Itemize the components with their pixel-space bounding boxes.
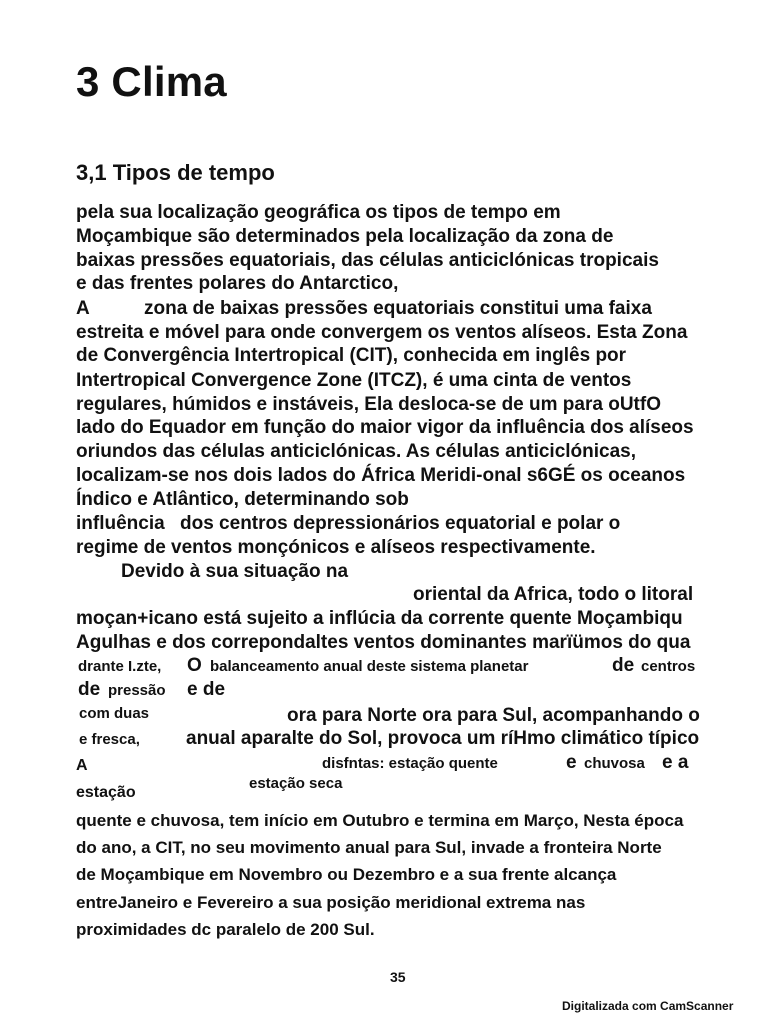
- chapter-title: 3 Clima: [76, 58, 227, 105]
- text-line: entreJaneiro e Fevereiro a sua posição meridional extrema nas: [76, 893, 586, 912]
- text-line: estação seca: [249, 775, 343, 792]
- text-line: localizam-se nos dois lados do África Meridi-onal s6GÉ os oceanos: [76, 465, 686, 486]
- text-line: Moçambique são determinados pela localização da zona de: [76, 226, 614, 247]
- text-line: A: [76, 298, 90, 319]
- text-line: zona de baixas pressões equatoriais constitui uma faixa: [144, 298, 652, 319]
- text-line: A: [76, 757, 88, 774]
- text-line: de Moçambique em Novembro ou Dezembro e a sua frente alcança: [76, 865, 617, 884]
- text-line: moçan+icano está sujeito a inflúcia da corrente quente Moçambiqu: [76, 608, 683, 629]
- text-line: lado do Equador em função do maior vigor da influência dos alíseos: [76, 417, 694, 438]
- text-line: Devido à sua situação na: [121, 561, 349, 582]
- text-line: centros: [641, 658, 696, 675]
- text-line: Agulhas e dos correpondaltes ventos dominantes marïümos do qua: [76, 632, 691, 653]
- scanner-watermark: Digitalizada com CamScanner: [562, 999, 734, 1013]
- text-line: estação: [76, 784, 136, 801]
- text-line: oriental da Africa, todo o litoral: [413, 584, 694, 605]
- text-line: estreita e móvel para onde convergem os ventos alíseos. Esta Zona: [76, 322, 688, 343]
- text-line: e de: [187, 679, 226, 700]
- text-line: de Convergência Intertropical (CIT), conhecida em inglês por: [76, 345, 627, 366]
- text-line: ora para Norte ora para Sul, acompanhando o: [287, 705, 700, 726]
- text-line: de: [78, 679, 101, 700]
- page-number: 35: [390, 969, 406, 985]
- text-line: influência: [76, 513, 165, 534]
- text-line: do ano, a CIT, no seu movimento anual para Sul, invade a fronteira Norte: [76, 838, 662, 857]
- text-line: O: [187, 655, 202, 676]
- text-line: disfntas: estação quente: [322, 755, 498, 772]
- text-line: Intertropical Convergence Zone (ITCZ), é uma cinta de ventos: [76, 370, 632, 391]
- text-line: regulares, húmidos e instáveis, Ela desloca-se de um para oUtfO: [76, 394, 661, 415]
- text-line: e fresca,: [79, 731, 140, 748]
- text-line: de: [612, 655, 635, 676]
- text-line: e: [566, 752, 577, 773]
- text-line: oriundos das células anticiclónicas. As células anticiclónicas,: [76, 441, 637, 462]
- text-line: e a: [662, 752, 689, 773]
- text-line: com duas: [79, 705, 150, 722]
- text-line: quente e chuvosa, tem início em Outubro e termina em Março, Nesta época: [76, 811, 684, 830]
- text-line: balanceamento anual deste sistema planetar: [210, 658, 529, 675]
- text-line: drante I.zte,: [78, 658, 162, 675]
- text-line: dos centros depressionários equatorial e polar o: [180, 513, 621, 534]
- text-line: baixas pressões equatoriais, das células anticiclónicas tropicais: [76, 250, 659, 271]
- text-line: regime de ventos monçónicos e alíseos respectivamente.: [76, 537, 596, 558]
- text-line: chuvosa: [584, 755, 645, 772]
- text-line: anual aparalte do Sol, provoca um ríHmo climático típico: [186, 728, 700, 749]
- section-heading: 3,1 Tipos de tempo: [76, 160, 275, 185]
- text-line: pela sua localização geográfica os tipos de tempo em: [76, 202, 561, 223]
- text-line: proximidades dc paralelo de 200 Sul.: [76, 920, 375, 939]
- text-line: Índico e Atlântico, determinando sob: [76, 489, 409, 510]
- text-line: pressão: [108, 682, 166, 699]
- text-line: e das frentes polares do Antarctico,: [76, 273, 399, 294]
